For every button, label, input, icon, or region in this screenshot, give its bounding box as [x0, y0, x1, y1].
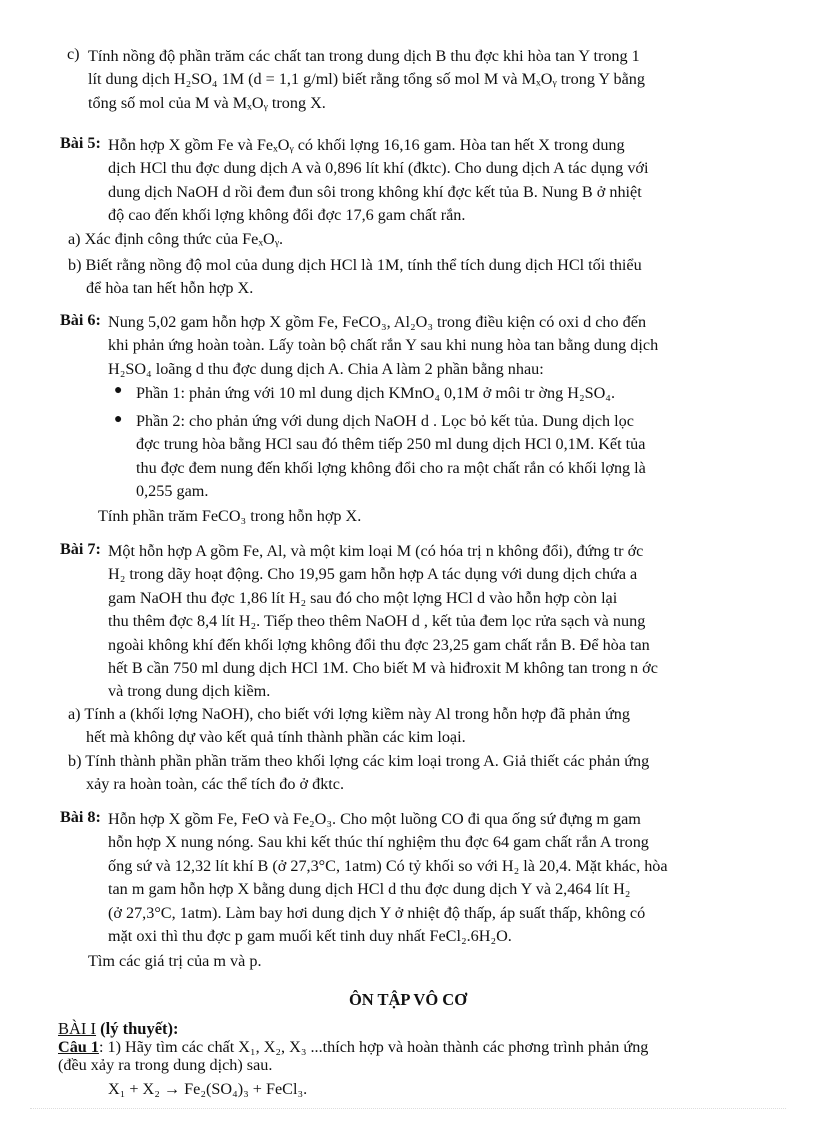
part-c-label: c) [67, 45, 80, 63]
text-line: và trong dung dịch kiềm. [108, 682, 271, 701]
bai6-title: Bài 6: [60, 311, 101, 329]
text-line: dịch HCl thu đợc dung dịch A và 0,896 lít khí (đktc). Cho dung dịch A tác dụng với [108, 159, 649, 178]
reaction-equation: X₁ + X₂ → Fe₂(SO₄)₃ + FeCl₃. [108, 1080, 308, 1098]
bai6-question: Tính phần trăm FeCO₃ trong hỗn hợp X. [98, 507, 362, 525]
bullet-icon: ● [114, 412, 123, 427]
bai7-part-b [68, 750, 768, 797]
text-line: thu thêm đợc 8,4 lít H₂. Tiếp theo thêm NaOH d , kết tủa đem lọc rửa sạch và nung [108, 612, 646, 631]
text-line: b) Biết rằng nồng độ mol của dung dịch HCl là 1M, tính thể tích dung dịch HCl tối thiểu [68, 256, 642, 274]
text-line: Phần 2: cho phản ứng với dung dịch NaOH d . Lọc bỏ kết tủa. Dung dịch lọc [136, 412, 634, 430]
text-line: Một hỗn hợp A gồm Fe, Al, và một kim loại M (có hóa trị n không đổi), đứng tr ớc [108, 542, 644, 560]
text-line: ống sứ và 12,32 lít khí B (ở 27,3°C, 1atm) Có tỷ khối so với H₂ là 20,4. Mặt khác, hòa [108, 856, 668, 875]
text-line: gam NaOH thu đợc 1,86 lít H₂ sau đó cho một lợng HCl d vào hỗn hợp còn lại [108, 588, 618, 607]
text-line: Nung 5,02 gam hỗn hợp X gồm Fe, FeCO₃, Al₂O₃ trong điều kiện có oxi d cho đến [108, 313, 647, 331]
cau1-body: : 1) Hãy tìm các chất X₁, X₂, X₃ ...thích hợp và hoàn thành các phơng trình phản ứng [98, 1038, 649, 1056]
text-line: lít dung dịch H₂SO₄ 1M (d = 1,1 g/ml) biết rằng tổng số mol M và MₓOᵧ trong Y bằng [88, 70, 645, 89]
text-line: (ở 27,3°C, 1atm). Làm bay hơi dung dịch Y ở nhiệt độ thấp, áp suất thấp, không có [108, 903, 646, 922]
text-line: tan m gam hỗn hợp X bằng dung dịch HCl d thu đợc dung dịch Y và 2,464 lít H₂ [108, 880, 631, 899]
text-line: khi phản ứng hoàn toàn. Lấy toàn bộ chất rắn Y sau khi nung hòa tan bằng dung dịch [108, 336, 659, 355]
text-line: dung dịch NaOH d rồi đem đun sôi trong không khí đợc kết tủa B. Nung B ở nhiệt [108, 182, 642, 201]
cau1-label: Câu 1 [58, 1038, 99, 1056]
text-line: Hỗn hợp X gồm Fe và FeₓOᵧ có khối lợng 16,16 gam. Hòa tan hết X trong dung [108, 136, 625, 154]
bai7-title: Bài 7: [60, 540, 101, 558]
part-c-text [88, 45, 768, 115]
bai6-text [108, 311, 768, 381]
bai5-title: Bài 5: [60, 134, 101, 152]
bai5-text [108, 134, 768, 228]
bai8-text [108, 808, 768, 948]
text-line: Hỗn hợp X gồm Fe, FeO và Fe₂O₃. Cho một luồng CO đi qua ống sứ đựng m gam [108, 810, 641, 828]
text-line: xảy ra hoàn toàn, các thể tích đo ở đktc. [86, 775, 345, 794]
bai6-bullet-1: Phần 1: phản ứng với 10 ml dung dịch KMnO₄ 0,1M ở môi tr ờng H₂SO₄. [136, 384, 616, 402]
text-line: tổng số mol của M và MₓOᵧ trong X. [88, 93, 326, 112]
bai7-part-a [68, 703, 768, 750]
text-line: ngoài không khí đến khối lợng không đổi thu đợc 23,25 gam chất rắn B. Để hòa tan [108, 635, 650, 654]
text-line: để hòa tan hết hỗn hợp X. [86, 279, 254, 298]
text-line: thu đợc đem nung đến khối lợng không đổi cho ra một chất rắn có khối lợng là [136, 458, 646, 477]
section-title: ÔN TẬP VÔ CƠ [348, 990, 468, 1009]
bai7-text [108, 540, 768, 704]
bai5-part-b [68, 254, 768, 301]
text-line: hết mà không dự vào kết quả tính thành phần các kim loại. [86, 728, 466, 747]
text-line: a) Tính a (khối lợng NaOH), cho biết với lợng kiềm này Al trong hỗn hợp đã phản ứng [68, 705, 630, 723]
text-line: mặt oxi thì thu đợc p gam muối kết tinh duy nhất FeCl₂.6H₂O. [108, 927, 512, 946]
text-line: độ cao đến khối lợng không đổi đợc 17,6 gam chất rắn. [108, 206, 466, 225]
cau1-body-2: (đều xảy ra trong dung dịch) sau. [58, 1056, 273, 1074]
cau1-text [58, 1038, 768, 1074]
bai8-question: Tìm các giá trị của m và p. [88, 952, 262, 970]
text-line: hết B cần 750 ml dung dịch HCl 1M. Cho biết M và hiđroxit M không tan trong n ớc [108, 659, 658, 678]
text-line: H₂ trong dãy hoạt động. Cho 19,95 gam hỗn hợp A tác dụng với dung dịch chứa a [108, 565, 638, 584]
bai8-title: Bài 8: [60, 808, 101, 826]
bai1-heading [58, 1019, 179, 1039]
bai5-part-a: a) Xác định công thức của FeₓOᵧ. [68, 230, 284, 248]
page-bottom-divider [30, 1108, 786, 1109]
text-line: hỗn hợp X nung nóng. Sau khi kết thúc thí nghiệm thu đợc 64 gam chất rắn A trong [108, 833, 649, 852]
text-line: H₂SO₄ loãng d thu đợc dung dịch A. Chia A làm 2 phần bằng nhau: [108, 359, 544, 378]
text-line: đợc trung hòa bằng HCl sau đó thêm tiếp 250 ml dung dịch HCl 0,1M. Kết tủa [136, 435, 646, 454]
text-line: 0,255 gam. [136, 482, 209, 501]
bai6-bullet-2 [136, 410, 768, 504]
bullet-icon: ● [114, 383, 123, 398]
text-line: b) Tính thành phần phần trăm theo khối lợng các kim loại trong A. Giả thiết các phản ứng [68, 752, 650, 770]
bai1-label: BÀI I [58, 1019, 97, 1038]
bai1-note: (lý thuyết): [100, 1019, 179, 1038]
text-line: Tính nồng độ phần trăm các chất tan trong dung dịch B thu đợc khi hòa tan Y trong 1 [88, 47, 640, 65]
